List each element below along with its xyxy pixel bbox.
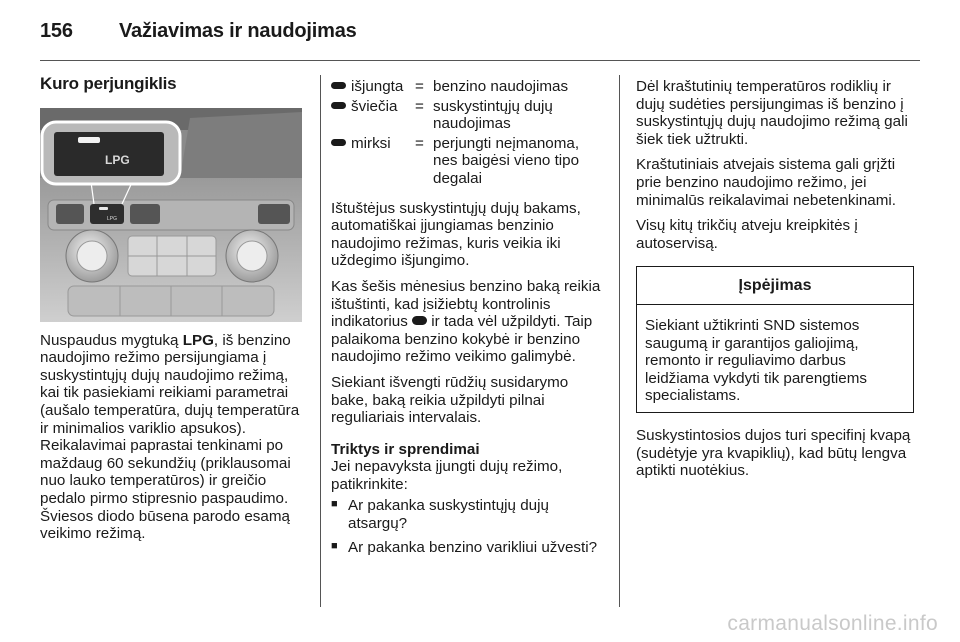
warning-title: Įspėjimas [637,267,913,305]
lpg-switch-figure [40,108,302,322]
paragraph: Suskystintosios dujos turi specifinį kvapą (sudėtyje yra kvapiklių), kad būtų lengva aptikti nuotėkius. [636,426,911,480]
list-item: ■ Ar pakanka suskystintųjų dujų atsargų? [331,497,607,532]
paragraph: Ištuštėjus suskystintųjų dujų bakams, automatiškai įjungiamas benzinio naudojimo režimas, kuris veikia iki uždegimo išjungimo. [331,199,581,270]
indicator-row: mirksi = perjungti neįmanoma, nes baigėsi vieno tipo degalai [331,135,607,190]
zoomed-lpg-label: LPG [105,152,130,167]
lpg-description: Nuspaudus mygtuką LPG, iš benzino naudojimo režimo persijungiama į suskystintųjų dujų naudojimo režimą, kai tik pasiekiami reikiami parametrai (aušalo temperatūra, dujų temperatūra ir minimalios variklio apsukos). Reikalavimai paprastai tenkinami po maždaug 60 sekundžių (priklausomai nuo lauko temperatūros) ir greičio pedalo pirmo stipresnio paspaudimo. Šviesos diodo būsena parodo esamą veikimo režimą. [40,331,300,543]
list-item: ■ Ar pakanka benzino varikliui užvesti? [331,539,607,557]
watermark: carmanualsonline.info [727,612,938,635]
troubleshooting-title: Triktys ir sprendimai [331,440,480,458]
led-icon [331,102,346,109]
checklist [331,497,607,556]
column-3 [636,78,914,488]
small-lpg-label: LPG [107,215,118,222]
troubleshooting-intro: Jei nepavyksta įjungti dujų režimo, patikrinkite: [331,458,563,493]
warning-text: Siekiant užtikrinti SND sistemos saugumą ir garantijos galiojimą, remonto ir reguliavimo darbus leidžiama vykdyti tik parengtiems specialistams. [645,316,867,405]
page-number: 156 [40,20,73,42]
paragraph: Dėl kraštutinių temperatūros rodiklių ir dujų sudėties persijungimas iš benzino į suskystintųjų dujų naudojimo režimą gali šiek tiek užtrukti. [636,78,908,148]
column-divider-2 [619,75,620,607]
warning-box [636,266,914,413]
led-icon [331,82,346,89]
indicator-row: šviečia = suskystintųjų dujų naudojimas [331,98,607,135]
page-header [40,20,357,43]
lpg-bold: LPG [182,331,214,349]
header-rule [40,60,920,61]
page-title: Važiavimas ir naudojimas [119,20,357,42]
paragraph: Visų kitų trikčių atveju kreipkitės į autoservisą. [636,217,858,252]
column-divider-1 [320,75,321,607]
indicator-led-icon [412,316,427,325]
paragraph: Kraštutiniais atvejais sistema gali grįžti prie benzino naudojimo režimo, jei minimalūs reikalavimai nebetenkinami. [636,156,896,209]
column-2 [331,78,607,562]
indicator-table [331,78,607,190]
column-1 [40,75,308,551]
led-icon [331,139,346,146]
indicator-row: išjungta = benzino naudojimas [331,78,607,98]
paragraph: Kas šešis mėnesius benzino baką reikia ištuštinti, kad įsižiebtų kontrolinis indikatorius ir tada vėl užpildyti. Taip palaikoma benzino kokybė ir benzino naudojimo režimo veikimo galimybė. [331,277,601,366]
section-title: Kuro perjungiklis [40,74,177,93]
paragraph: Siekiant išvengti rūdžių susidarymo bake, baką reikia užpildyti pilnai reguliariais intervalais. [331,373,569,427]
